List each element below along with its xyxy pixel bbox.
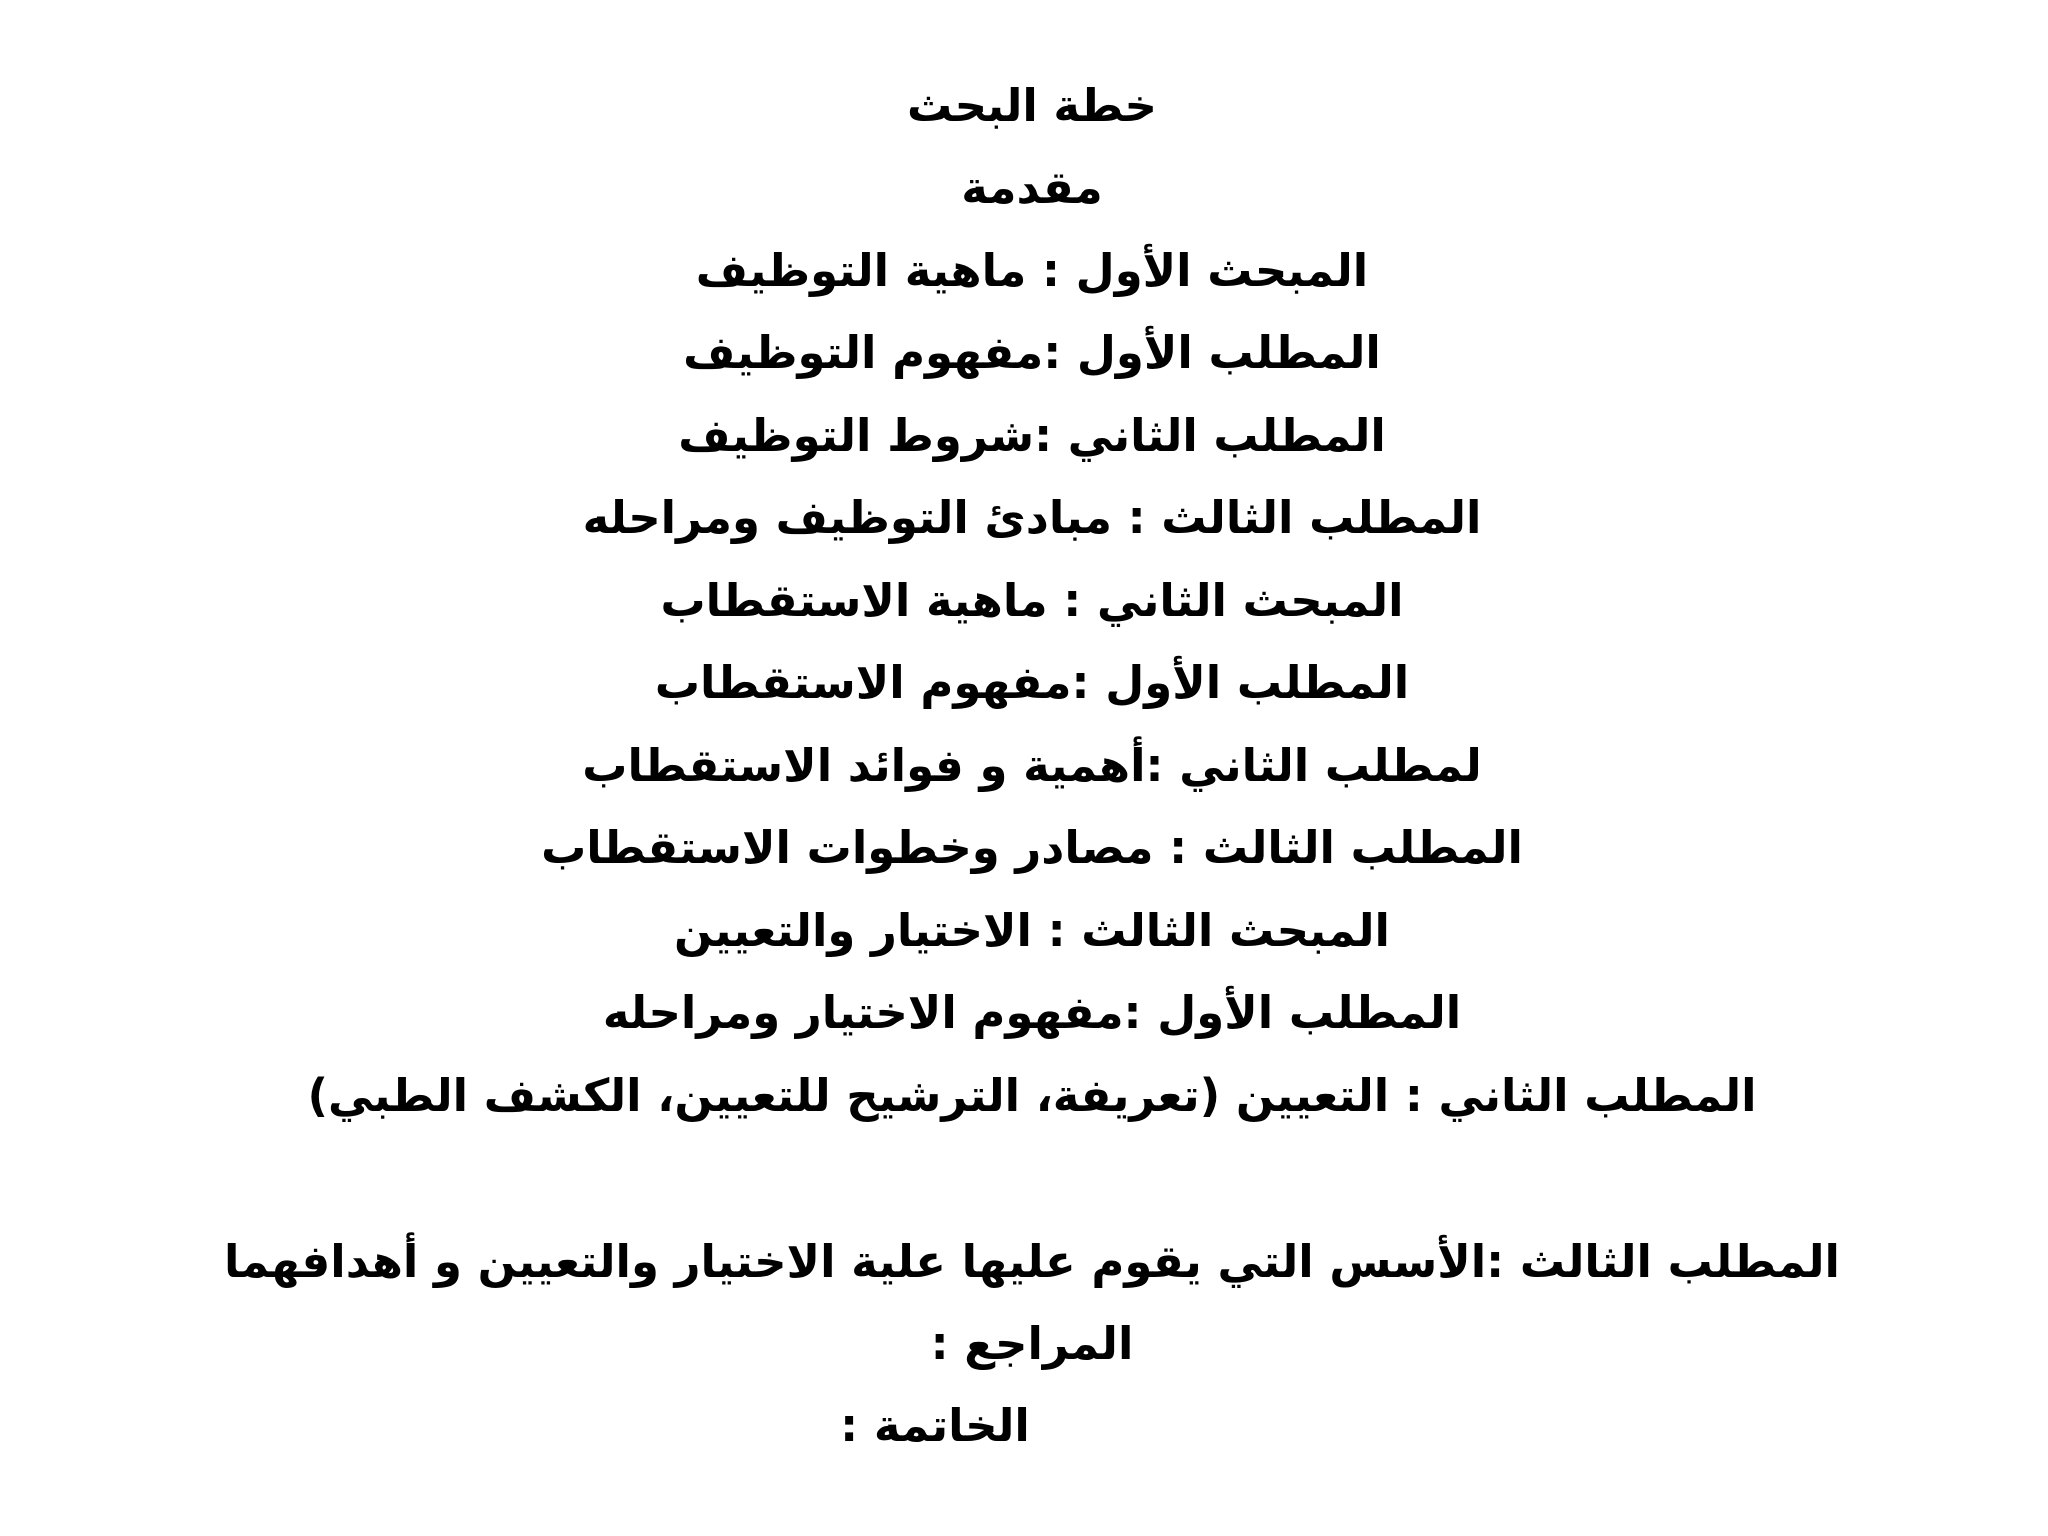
section-1-item-1: المطلب الأول :مفهوم التوظيف [683, 326, 1381, 379]
introduction-heading: مقدمة [961, 161, 1103, 214]
document-title: خطة البحث [907, 79, 1157, 132]
section-2-item-1: المطلب الأول :مفهوم الاستقطاب [654, 656, 1410, 709]
section-3-heading: المبحث الثالث : الاختيار والتعيين [674, 904, 1390, 957]
conclusion-heading: الخاتمة : [840, 1399, 1030, 1452]
references-heading: المراجع : [930, 1317, 1134, 1370]
section-1-item-2: المطلب الثاني :شروط التوظيف [678, 409, 1386, 462]
section-1-heading: المبحث الأول : ماهية التوظيف [695, 244, 1369, 297]
section-3-item-2: المطلب الثاني : التعيين (تعريفة، الترشيح للتعيين، الكشف الطبي) [307, 1069, 1757, 1122]
section-2-heading: المبحث الثاني : ماهية الاستقطاب [660, 574, 1404, 627]
section-3-item-1: المطلب الأول :مفهوم الاختيار ومراحله [602, 986, 1462, 1039]
section-2-item-3: المطلب الثالث : مصادر وخطوات الاستقطاب [541, 821, 1523, 874]
section-1-item-3: المطلب الثالث : مبادئ التوظيف ومراحله [582, 491, 1482, 544]
section-3-item-3: المطلب الثالث :الأسس التي يقوم عليها علية الاختيار والتعيين و أهدافهما [224, 1235, 1840, 1288]
section-2-item-2: لمطلب الثاني :أهمية و فوائد الاستقطاب [582, 739, 1482, 792]
